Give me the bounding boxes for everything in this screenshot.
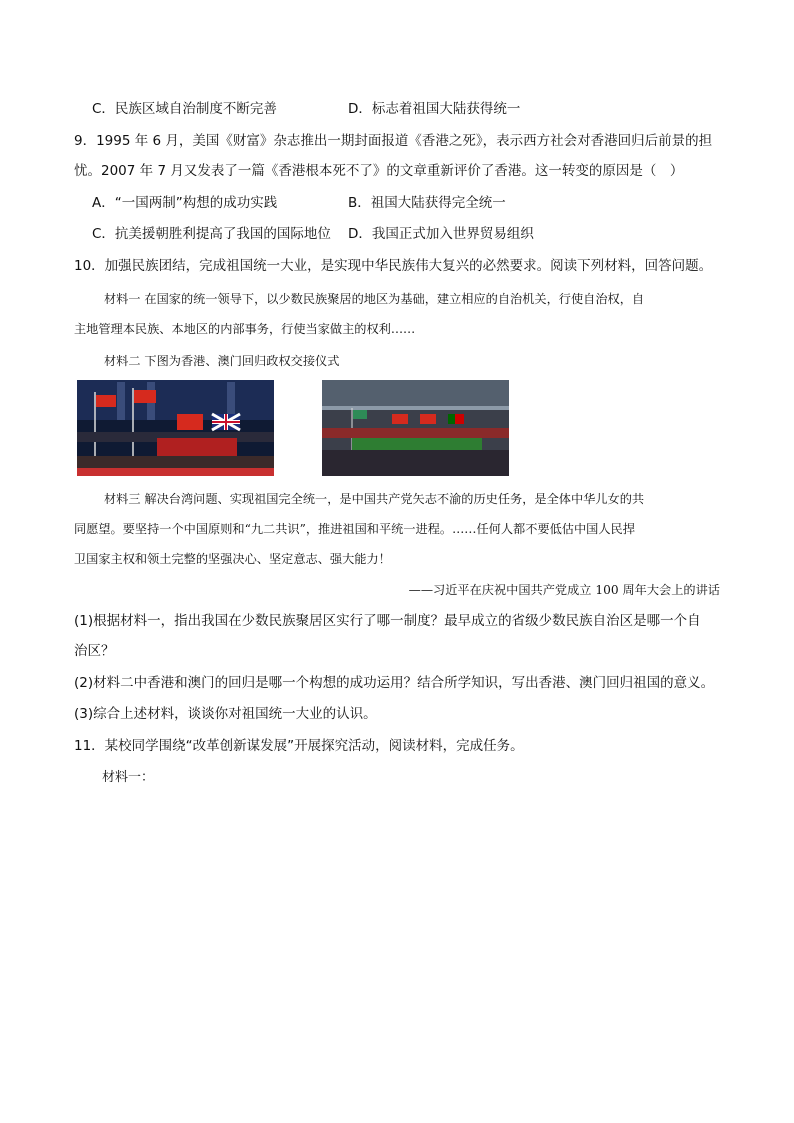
q10-sub1-line1: (1)根据材料一，指出我国在少数民族聚居区实行了哪一制度？最早成立的省级少数民族自治区是哪一个自 [74, 613, 701, 629]
q10-material2: 材料二 下图为香港、澳门回归政权交接仪式 [104, 354, 340, 368]
q10-material3-line2: 同愿望。要坚持一个中国原则和“九二共识”，推进祖国和平统一进程。……任何人都不要低估中国人民捍 [74, 522, 635, 536]
q11-material1: 材料一： [102, 770, 155, 785]
q10-material1-line1: 材料一 在国家的统一领导下，以少数民族聚居的地区为基础，建立相应的自治机关，行使自治权，自 [104, 292, 645, 306]
q10-material3-line3: 卫国家主权和领土完整的坚强决心、坚定意志、强大能力！ [74, 552, 391, 566]
q9-option-a: A．“一国两制”构想的成功实践 [92, 195, 278, 211]
q10-material3-line1: 材料三 解决台湾问题、实现祖国完全统一，是中国共产党矢志不渝的历史任务，是全体中华儿女的共 [104, 492, 645, 506]
q10-stem: 10．加强民族团结，完成祖国统一大业，是实现中华民族伟大复兴的必然要求。阅读下列材料，回答问题。 [74, 258, 713, 274]
q10-material1-line2: 主地管理本民族、本地区的内部事务，行使当家做主的权利…… [74, 322, 416, 336]
macau-handover-photo [322, 380, 509, 476]
q10-sub3: (3)综合上述材料，谈谈你对祖国统一大业的认识。 [74, 706, 377, 722]
q11-stem: 11．某校同学围绕“改革创新谋发展”开展探究活动，阅读材料，完成任务。 [74, 738, 524, 754]
q8-option-d: D．标志着祖国大陆获得统一 [348, 101, 521, 117]
q9-option-d: D．我国正式加入世界贸易组织 [348, 226, 534, 242]
q10-sub1-line2: 治区？ [74, 643, 115, 659]
q9-option-c: C．抗美援朝胜利提高了我国的国际地位 [92, 226, 331, 242]
q10-source: ——习近平在庆祝中国共产党成立 100 周年大会上的讲话 [408, 583, 720, 597]
q9-stem-line1: 9．1995 年 6 月，美国《财富》杂志推出一期封面报道《香港之死》，表示西方社会对香港回归后前景的担 [74, 133, 713, 149]
q10-sub2: (2)材料二中香港和澳门的回归是哪一个构想的成功运用？结合所学知识，写出香港、澳门回归祖国的意义。 [74, 675, 715, 691]
hong-kong-handover-photo [77, 380, 274, 476]
q9-option-b: B．祖国大陆获得完全统一 [348, 195, 506, 211]
q8-option-c: C．民族区域自治制度不断完善 [92, 101, 277, 117]
q9-stem-line2: 忧。2007 年 7 月又发表了一篇《香港根本死不了》的文章重新评价了香港。这一转变的原因是（ ） [74, 163, 684, 179]
